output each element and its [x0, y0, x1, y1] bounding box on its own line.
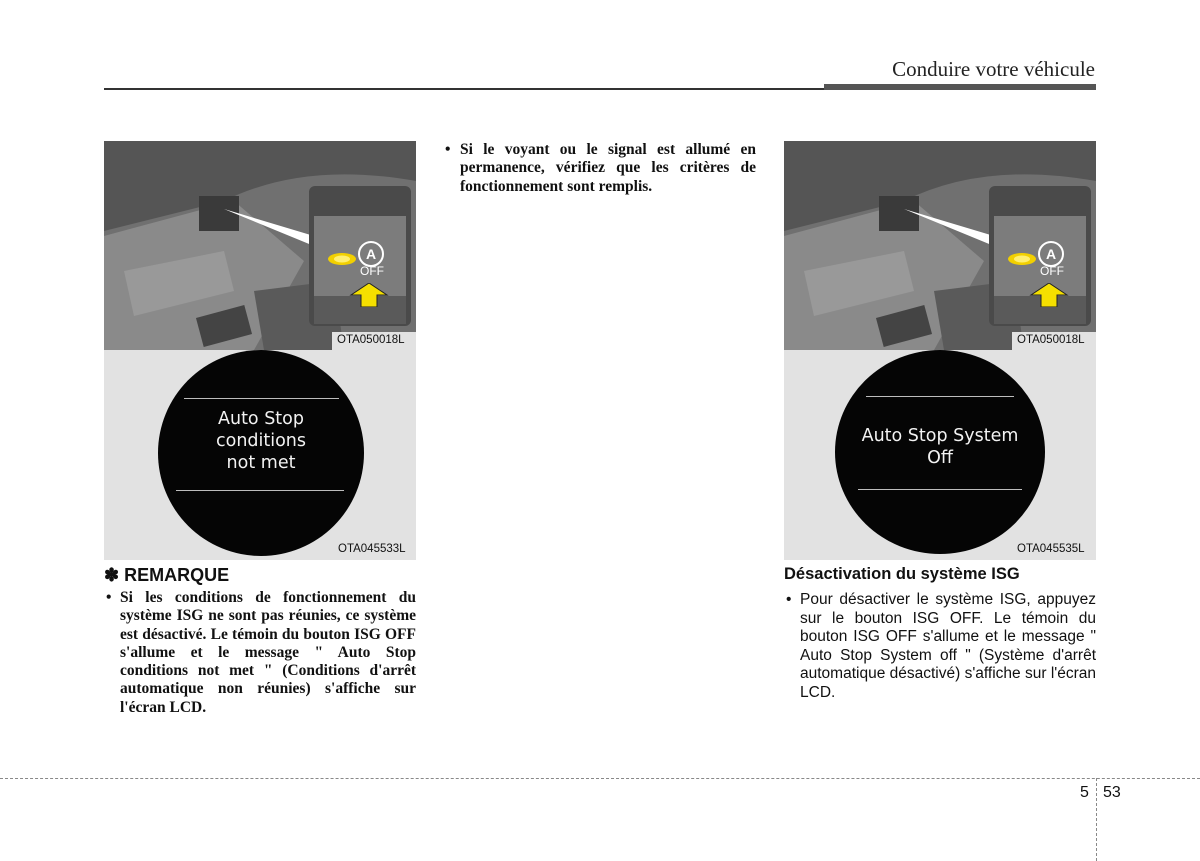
figure-code: OTA050018L [337, 334, 405, 346]
isg-off-button-label: OFF [360, 264, 384, 278]
lcd-line-1: Auto Stop [218, 409, 304, 429]
remark-heading [104, 565, 229, 586]
lcd-figure-left [104, 350, 416, 560]
lcd-divider-bottom [858, 489, 1022, 490]
lcd-line-2: Off [927, 448, 953, 468]
lcd-line-2: conditions [215, 431, 307, 451]
figure-code: OTA050018L [1017, 334, 1085, 346]
header-rule [104, 88, 824, 90]
lcd-line-1: Auto Stop System [861, 426, 1019, 446]
press-arrow-icon [349, 283, 389, 307]
remark-title: REMARQUE [124, 565, 230, 585]
press-arrow-icon [1029, 283, 1069, 307]
lcd-message [850, 425, 1030, 469]
footer-divider [1096, 778, 1097, 861]
isg-off-icon: A [1038, 241, 1064, 267]
page-header-title: Conduire votre véhicule [892, 57, 1095, 81]
lcd-divider-top [184, 398, 339, 399]
header-rule-accent [824, 84, 1096, 90]
remark-symbol-icon: ✽ [104, 565, 120, 585]
isg-off-icon: A [358, 241, 384, 267]
section-heading: Désactivation du système ISG [784, 565, 1020, 583]
page-number: 53 [1103, 784, 1121, 801]
isg-button-photo-right [784, 141, 1096, 350]
lcd-line-3: not met [226, 453, 296, 473]
lcd-divider-bottom [176, 490, 344, 491]
lcd-figure-right [784, 350, 1096, 560]
chapter-number: 5 [1080, 784, 1089, 801]
bullet-icon: • [106, 589, 112, 606]
remark-bullet-1: Si les conditions de fonctionnement du système ISG ne sont pas réunies, ce système est désactivé. Le témoin du bouton ISG OFF s'allume et le message " Auto Stop conditions not met " (Conditions d'arrêt automatique non réunies) s'affiche sur l'écran LCD. [120, 589, 416, 716]
bullet-icon: • [786, 591, 792, 608]
lcd-divider-top [866, 396, 1014, 397]
isg-button-photo-left [104, 141, 416, 350]
isg-off-button-label: OFF [1040, 264, 1064, 278]
lcd-message [186, 408, 336, 474]
footer-rule [0, 778, 1200, 779]
remark-bullet-2: Si le voyant ou le signal est allumé en permanence, vérifiez que les critères de fonctionnement sont remplis. [460, 141, 756, 195]
bullet-icon: • [445, 141, 451, 158]
deactivation-bullet-1: Pour désactiver le système ISG, appuyez sur le bouton ISG OFF. Le témoin du bouton ISG OFF s'allume et le message " Auto Stop System off " (Système d'arrêt automatique désactivé) s'affiche sur l'écran LCD. [800, 591, 1096, 701]
figure-code: OTA045533L [338, 543, 406, 555]
figure-code: OTA045535L [1017, 543, 1085, 555]
